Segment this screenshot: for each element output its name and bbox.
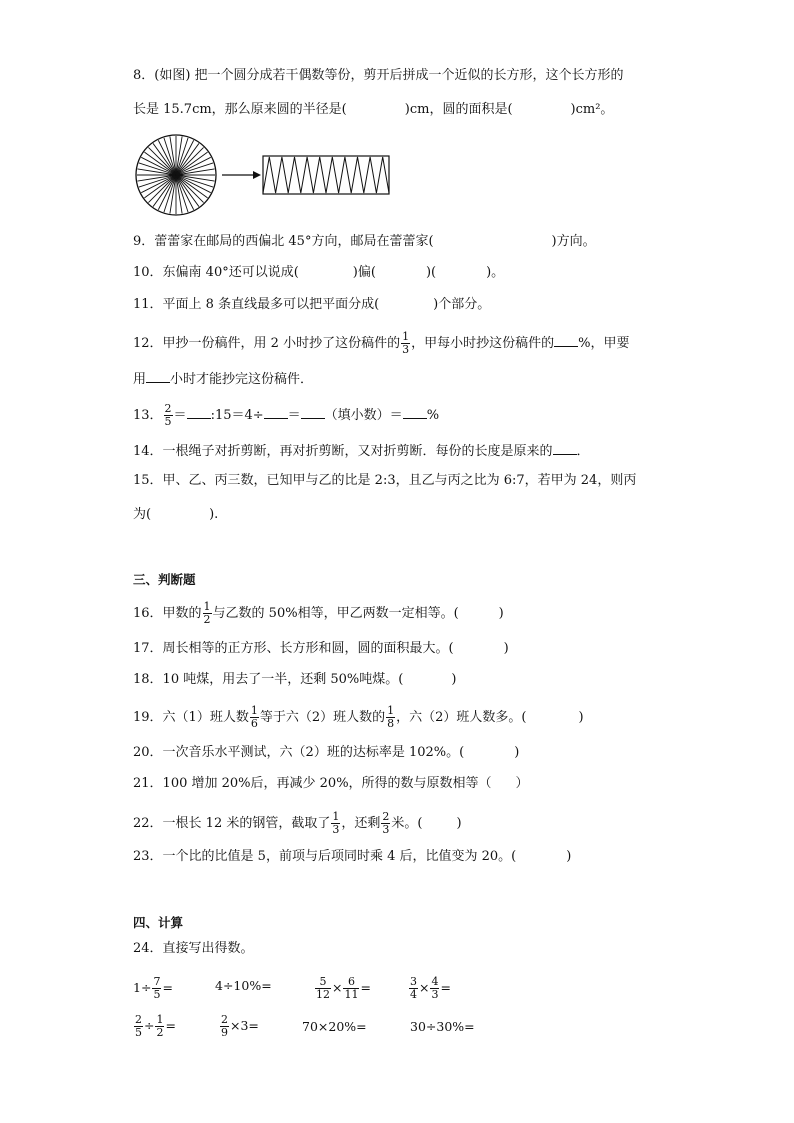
fraction: $\frac{1}{3}$ xyxy=(332,810,340,836)
answer-blank xyxy=(554,334,578,347)
fraction: $\frac{6}{11}$ xyxy=(344,975,359,1001)
question-22: 22．一根长 12 米的钢管，截取了 $\frac{1}{3}$ ，还剩 $\frac{2}{3}$ 米。( ) xyxy=(133,810,462,836)
fraction: $\frac{1}{2}$ xyxy=(203,600,211,626)
question-21: 21．100 增加 20%后，再减少 20%，所得的数与原数相等（ ） xyxy=(133,776,529,791)
question-10: 10．东偏南 40°还可以说成( )偏( )( )。 xyxy=(133,265,505,280)
fraction: $\frac{3}{4}$ xyxy=(410,975,417,1001)
fraction: $\frac{1}{6}$ xyxy=(250,704,258,730)
answer-blank xyxy=(553,442,577,455)
answer-blank xyxy=(264,406,288,419)
calc-item-3: $\frac{5}{12}$ × $\frac{6}{11}$ = xyxy=(316,975,371,1001)
fraction: $\frac{1}{3}$ xyxy=(402,330,410,356)
answer-blank xyxy=(187,406,211,419)
question-12-line-1: 12．甲抄一份稿件，用 2 小时抄了这份稿件的 $\frac{1}{3}$ ，甲每小时抄这份稿件的 %，甲要 xyxy=(133,330,630,356)
question-8-line-1: 8．(如图) 把一个圆分成若干偶数等份，剪开后拼成一个近似的长方形，这个长方形的 xyxy=(133,68,624,83)
answer-blank xyxy=(403,406,427,419)
fraction: $\frac{2}{9}$ xyxy=(221,1013,228,1039)
fraction: $\frac{1}{8}$ xyxy=(387,704,395,730)
answer-blank xyxy=(146,370,170,383)
fraction: $\frac{7}{5}$ xyxy=(153,975,161,1001)
calc-item-5: $\frac{2}{5}$ ÷ $\frac{1}{2}$ = xyxy=(135,1013,176,1039)
question-8-figure xyxy=(134,133,394,217)
fraction: $\frac{2}{5}$ xyxy=(164,402,172,428)
calc-item-2: 4÷10%= xyxy=(215,978,272,993)
question-15-line-1: 15．甲、乙、丙三数，已知甲与乙的比是 2:3，且乙与丙之比为 6:7，若甲为 24，则丙 xyxy=(133,473,637,488)
fraction: $\frac{4}{3}$ xyxy=(431,975,439,1001)
question-23: 23．一个比的比值是 5，前项与后项同时乘 4 后，比值变为 20。( ) xyxy=(133,849,572,864)
question-13: 13． $\frac{2}{5}$ ＝ :15＝4÷ ＝ （填小数）＝ % xyxy=(133,402,440,428)
zigzag-rectangle-icon xyxy=(263,156,389,194)
question-20: 20．一次音乐水平测试，六（2）班的达标率是 102%。( ) xyxy=(133,745,520,760)
question-17: 17．周长相等的正方形、长方形和圆，圆的面积最大。( ) xyxy=(133,641,509,656)
fraction: $\frac{1}{2}$ xyxy=(156,1013,164,1039)
fraction: $\frac{2}{3}$ xyxy=(382,810,390,836)
question-16: 16．甲数的 $\frac{1}{2}$ 与乙数的 50%相等，甲乙两数一定相等。( ) xyxy=(133,600,504,626)
calc-item-8: 30÷30%= xyxy=(410,1019,475,1034)
question-9: 9．蕾蕾家在邮局的西偏北 45°方向，邮局在蕾蕾家( )方向。 xyxy=(133,234,596,249)
right-arrow-icon xyxy=(222,171,261,179)
section-title-calculation: 四、计算 xyxy=(133,915,184,930)
sector-circle-icon xyxy=(136,135,216,215)
question-14: 14．一根绳子对折剪断，再对折剪断，又对折剪断．每份的长度是原来的 ． xyxy=(133,444,590,459)
fraction: $\frac{5}{12}$ xyxy=(316,975,330,1001)
question-8-line-2: 长是 15.7cm，那么原来圆的半径是( )cm，圆的面积是( )cm²。 xyxy=(133,102,614,117)
question-18: 18．10 吨煤，用去了一半，还剩 50%吨煤。( ) xyxy=(133,672,457,687)
calc-item-6: $\frac{2}{9}$ ×3= xyxy=(221,1013,259,1039)
question-15-line-2: 为( ). xyxy=(133,507,219,522)
fraction: $\frac{2}{5}$ xyxy=(135,1013,142,1039)
section-title-judgement: 三、判断题 xyxy=(133,572,196,587)
calc-item-1: 1÷ $\frac{7}{5}$ = xyxy=(133,975,173,1001)
question-24-title: 24．直接写出得数。 xyxy=(133,941,254,956)
question-12-line-2: 用 小时才能抄完这份稿件． xyxy=(133,372,314,387)
question-19: 19．六（1）班人数 $\frac{1}{6}$ 等于六（2）班人数的 $\frac{1}{8}$ ，六（2）班人数多。( ) xyxy=(133,704,584,730)
question-11: 11．平面上 8 条直线最多可以把平面分成( )个部分。 xyxy=(133,297,491,312)
calc-item-7: 70×20%= xyxy=(302,1019,367,1034)
answer-blank xyxy=(301,406,325,419)
calc-item-4: $\frac{3}{4}$ × $\frac{4}{3}$ = xyxy=(410,975,451,1001)
